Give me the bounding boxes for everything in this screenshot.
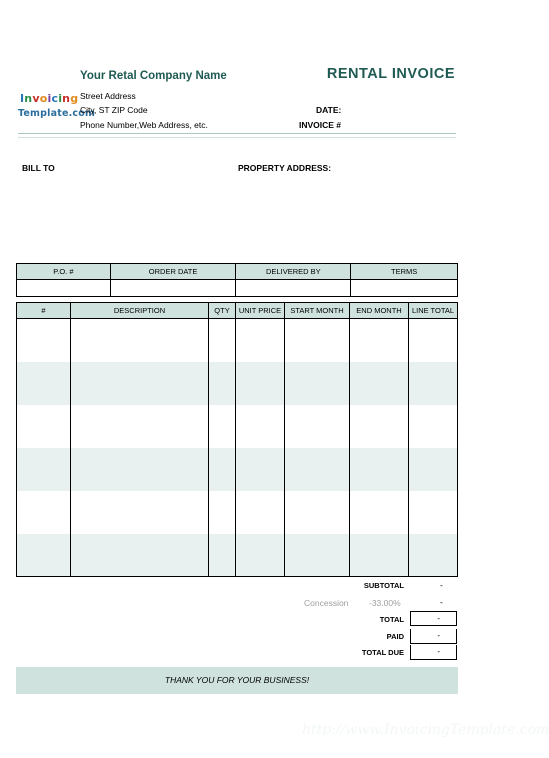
date-label: DATE: <box>316 105 342 115</box>
logo-letter: n <box>24 92 33 105</box>
order-date-cell[interactable] <box>110 280 236 297</box>
total-label: TOTAL <box>379 615 404 624</box>
logo-letter: o <box>39 92 48 105</box>
logo-letter: g <box>70 92 79 105</box>
table-row <box>17 491 458 534</box>
qty-header: QTY <box>209 303 236 319</box>
logo-letter: i <box>58 92 63 105</box>
logo-template-com: Template.com <box>18 108 96 119</box>
table-row <box>17 362 458 405</box>
invoice-title: RENTAL INVOICE <box>326 66 455 82</box>
property-address-label: PROPERTY ADDRESS: <box>238 163 332 173</box>
order-table <box>16 263 458 297</box>
bill-to-label: BILL TO <box>22 163 55 173</box>
company-contact: Phone Number,Web Address, etc. <box>80 120 208 130</box>
company-name: Your Retal Company Name <box>80 70 227 82</box>
table-row <box>17 319 458 362</box>
po-header: P.O. # <box>17 264 111 280</box>
watermark-url: http://www.InvoicingTemplate.com <box>302 722 549 738</box>
concession-percent: -33.00% <box>369 598 401 608</box>
total-due-label: TOTAL DUE <box>361 648 404 657</box>
item-number-header: # <box>17 303 71 319</box>
items-table <box>16 302 458 577</box>
invoice-number-label: INVOICE # <box>299 120 342 130</box>
table-row <box>17 448 458 491</box>
terms-cell[interactable] <box>351 280 458 297</box>
po-cell[interactable] <box>17 280 111 297</box>
delivered-by-cell[interactable] <box>236 280 351 297</box>
divider <box>18 137 456 138</box>
subtotal-label: SUBTOTAL <box>363 581 404 590</box>
company-street: Street Address <box>80 91 136 101</box>
order-date-header: ORDER DATE <box>110 264 236 280</box>
logo-letter: v <box>32 92 40 105</box>
logo-letter: I <box>20 92 25 105</box>
unit-price-header: UNIT PRICE <box>236 303 285 319</box>
end-month-header: END MONTH <box>350 303 409 319</box>
logo-letter: c <box>51 92 59 105</box>
divider <box>18 133 456 134</box>
thank-you-banner: THANK YOU FOR YOUR BUSINESS! <box>16 667 458 694</box>
delivered-by-header: DELIVERED BY <box>236 264 351 280</box>
terms-header: TERMS <box>351 264 458 280</box>
concession-label: Concession <box>304 598 349 608</box>
table-row <box>17 534 458 577</box>
company-city: City, ST ZIP Code <box>80 105 148 115</box>
start-month-header: START MONTH <box>285 303 350 319</box>
paid-box[interactable]: - <box>410 629 457 644</box>
subtotal-value: - <box>440 580 443 590</box>
paid-label: PAID <box>386 632 404 641</box>
logo-invoicing <box>20 92 78 105</box>
total-box[interactable]: - <box>410 611 457 626</box>
description-header: DESCRIPTION <box>71 303 209 319</box>
logo-letter: n <box>62 92 71 105</box>
logo-letter: i <box>47 92 52 105</box>
total-due-box[interactable]: - <box>410 645 457 660</box>
line-total-header: LINE TOTAL <box>409 303 458 319</box>
table-row <box>17 405 458 448</box>
concession-value: - <box>440 597 443 607</box>
